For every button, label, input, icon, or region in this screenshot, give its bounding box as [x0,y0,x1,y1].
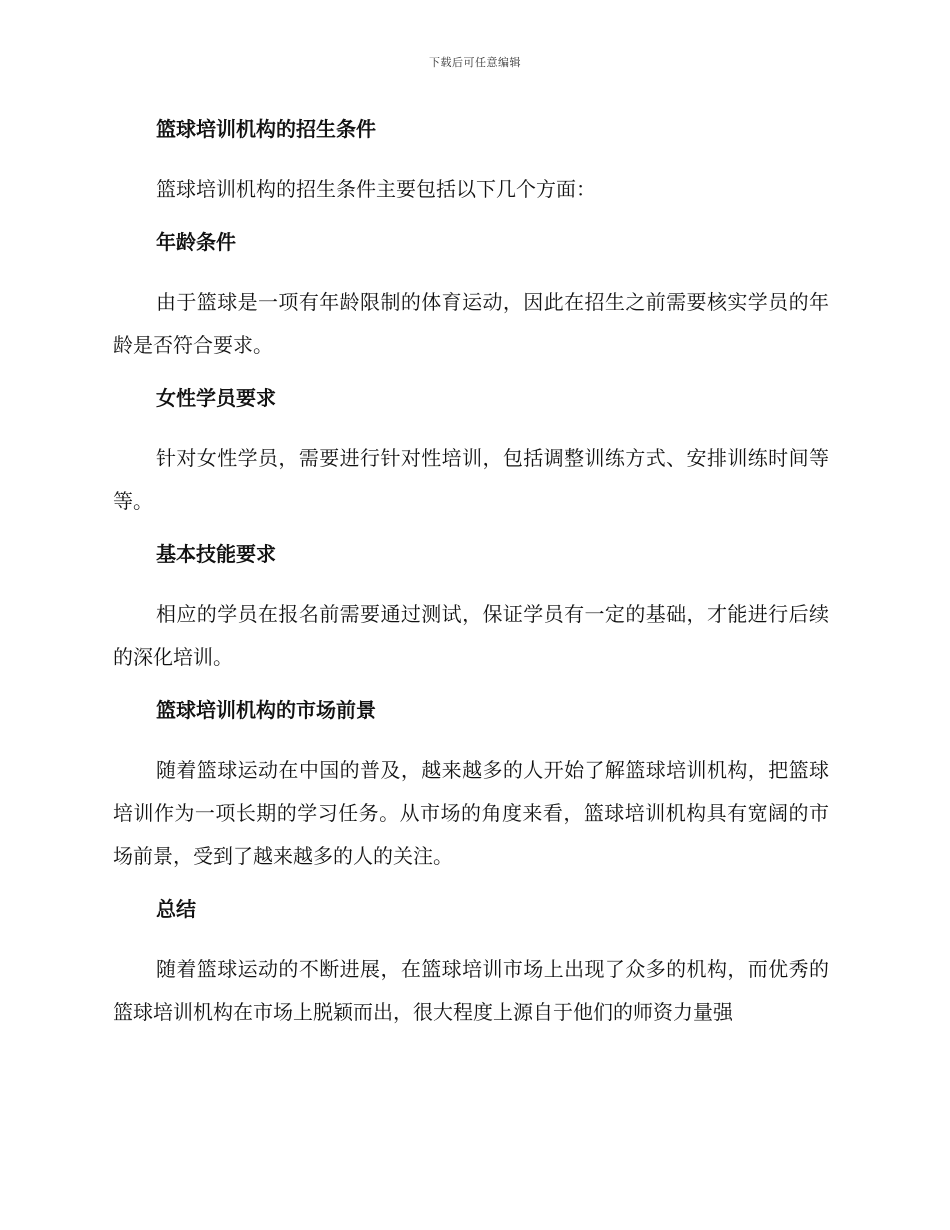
paragraph-enrollment-intro: 篮球培训机构的招生条件主要包括以下几个方面： [156,177,596,201]
paragraph-basic-skills: 相应的学员在报名前需要通过测试，保证学员有一定的基础，才能进行后续的深化培训。 [113,602,829,669]
page-header: 下载后可任意编辑 [429,56,521,69]
heading-basic-skills: 基本技能要求 [156,542,276,566]
document-body [113,112,829,1034]
paragraph-market-outlook: 随着篮球运动在中国的普及，越来越多的人开始了解篮球培训机构，把篮球培训作为一项长期的学习任务。从市场的角度来看，篮球培训机构具有宽阔的市场前景，受到了越来越多的人的关注。 [113,758,829,868]
heading-summary: 总结 [156,897,196,921]
paragraph-summary: 随着篮球运动的不断进展，在篮球培训市场上出现了众多的机构，而优秀的篮球培训机构在市场上脱颖而出，很大程度上源自于他们的师资力量强 [113,957,829,1024]
heading-market-outlook: 篮球培训机构的市场前景 [156,698,376,722]
heading-enrollment-conditions: 篮球培训机构的招生条件 [156,117,376,141]
heading-female-students: 女性学员要求 [156,386,276,410]
heading-age-conditions: 年龄条件 [156,230,236,254]
paragraph-female-students: 针对女性学员，需要进行针对性培训，包括调整训练方式、安排训练时间等等。 [113,446,829,513]
paragraph-age-conditions: 由于篮球是一项有年龄限制的体育运动，因此在招生之前需要核实学员的年龄是否符合要求。 [113,290,829,357]
